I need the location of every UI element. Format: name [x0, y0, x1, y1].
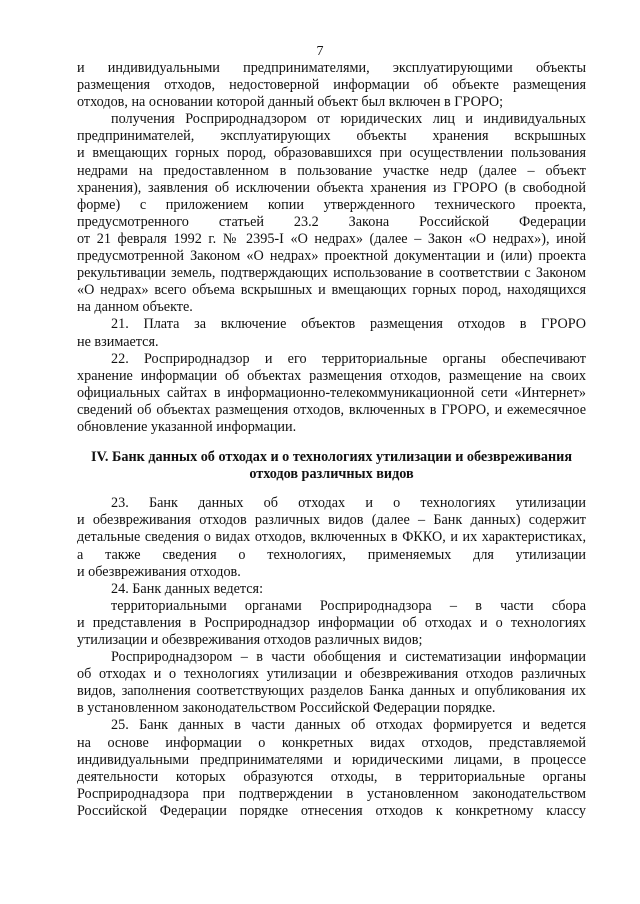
text-line: обновление указанной информации.: [77, 418, 297, 435]
section-part-2: [77, 495, 586, 820]
text-line: Росприроднадзора при подтверждении в установленном законодательством: [77, 785, 586, 802]
text-line: форме) с приложением копии утвержденного технического проекта,: [77, 196, 586, 213]
text-line: не взимается.: [77, 333, 159, 350]
text-line: хранения), заявления об исключении объекта хранения из ГРОРО (в свободной: [77, 179, 586, 196]
text-line: и индивидуальными предпринимателями, эксплуатирующими объекты: [77, 60, 586, 76]
text-line: сведений об объектах размещения отходов, включенных в ГРОРО, и ежемесячное: [77, 401, 586, 418]
document-text: [77, 60, 586, 820]
text-line: 21. Плата за включение объектов размещения отходов в ГРОРО: [111, 316, 586, 333]
section-part-1: [77, 60, 586, 436]
text-line: предусмотренного статьей 23.2 Закона Российской Федерации: [77, 213, 586, 230]
text-line: отходов, на основании которой данный объект был включен в ГРОРО;: [77, 94, 504, 111]
text-line: и представления в Росприроднадзор информации об отходах и о технологиях: [77, 614, 586, 631]
text-line: 25. Банк данных в части данных об отходах формируется и ведется: [111, 717, 586, 734]
text-line: на основе информации о конкретных видах отходов, представляемой: [77, 734, 586, 751]
text-line: предусмотренной Законом «О недрах» проектной документации и (или) проекта: [77, 248, 586, 265]
text-line: от 21 февраля 1992 г. № 2395-I «О недрах» (далее – Закон «О недрах»), иной: [77, 230, 586, 247]
text-line: об отходах и о технологиях утилизации и обезвреживания отходов различных: [77, 666, 586, 683]
text-line: и вмещающих горных пород, образовавшихся при осуществлении пользования: [77, 145, 586, 162]
text-line: 24. Банк данных ведется:: [111, 580, 264, 597]
text-line: 23. Банк данных об отходах и о технологиях утилизации: [111, 495, 586, 512]
text-line: индивидуальными предпринимателями и юридическими лицами, в процессе: [77, 751, 586, 768]
text-line: «О недрах» всего объема вскрышных и вмещающих горных пород, находящихся: [77, 282, 586, 299]
text-line: детальные сведения о видах отходов, включенных в ФККО, и их характеристиках,: [77, 529, 586, 546]
text-line: территориальными органами Росприроднадзора – в части сбора: [111, 597, 586, 614]
text-line: на данном объекте.: [77, 299, 193, 316]
text-line: рекультивации земель, подтверждающих использование в соответствии с Законом: [77, 265, 586, 282]
text-line: официальных сайтах в информационно-телекоммуникационной сети «Интернет»: [77, 384, 586, 401]
section-heading-line-2: отходов различных видов: [249, 466, 414, 483]
text-line: размещения отходов, недостоверной информации об объекте размещения: [77, 77, 586, 94]
text-line: Росприроднадзором – в части обобщения и систематизации информации: [111, 649, 586, 666]
text-line: утилизации и обезвреживания отходов различных видов;: [77, 632, 423, 648]
page-number: 7: [316, 44, 324, 59]
text-line: недрами на предоставленном в пользование участке недр (далее – объект: [77, 162, 586, 179]
text-line: деятельности которых образуются отходы, в территориальные органы: [77, 768, 586, 785]
text-line: и обезвреживания отходов различных видов (далее – Банк данных) содержит: [77, 512, 586, 529]
text-line: а также сведения о технологиях, применяемых для утилизации: [77, 546, 586, 563]
text-line: видов, заполнения соответствующих разделов Банка данных и опубликования их: [77, 683, 586, 700]
section-heading-line-1: IV. Банк данных об отходах и о технологиях утилизации и обезвреживания: [90, 449, 573, 466]
text-line: 22. Росприроднадзор и его территориальные органы обеспечивают: [111, 350, 586, 367]
text-line: Российской Федерации порядке отнесения отходов к конкретному классу: [77, 802, 586, 819]
text-line: получения Росприроднадзором от юридических лиц и индивидуальных: [111, 111, 586, 128]
text-line: хранение информации об объектах размещения отходов, размещение на своих: [77, 367, 586, 384]
text-line: в установленном законодательством Российской Федерации порядке.: [77, 700, 496, 717]
text-line: и обезвреживания отходов.: [77, 563, 241, 580]
text-line: предпринимателей, эксплуатирующих объекты хранения вскрышных: [77, 128, 586, 145]
